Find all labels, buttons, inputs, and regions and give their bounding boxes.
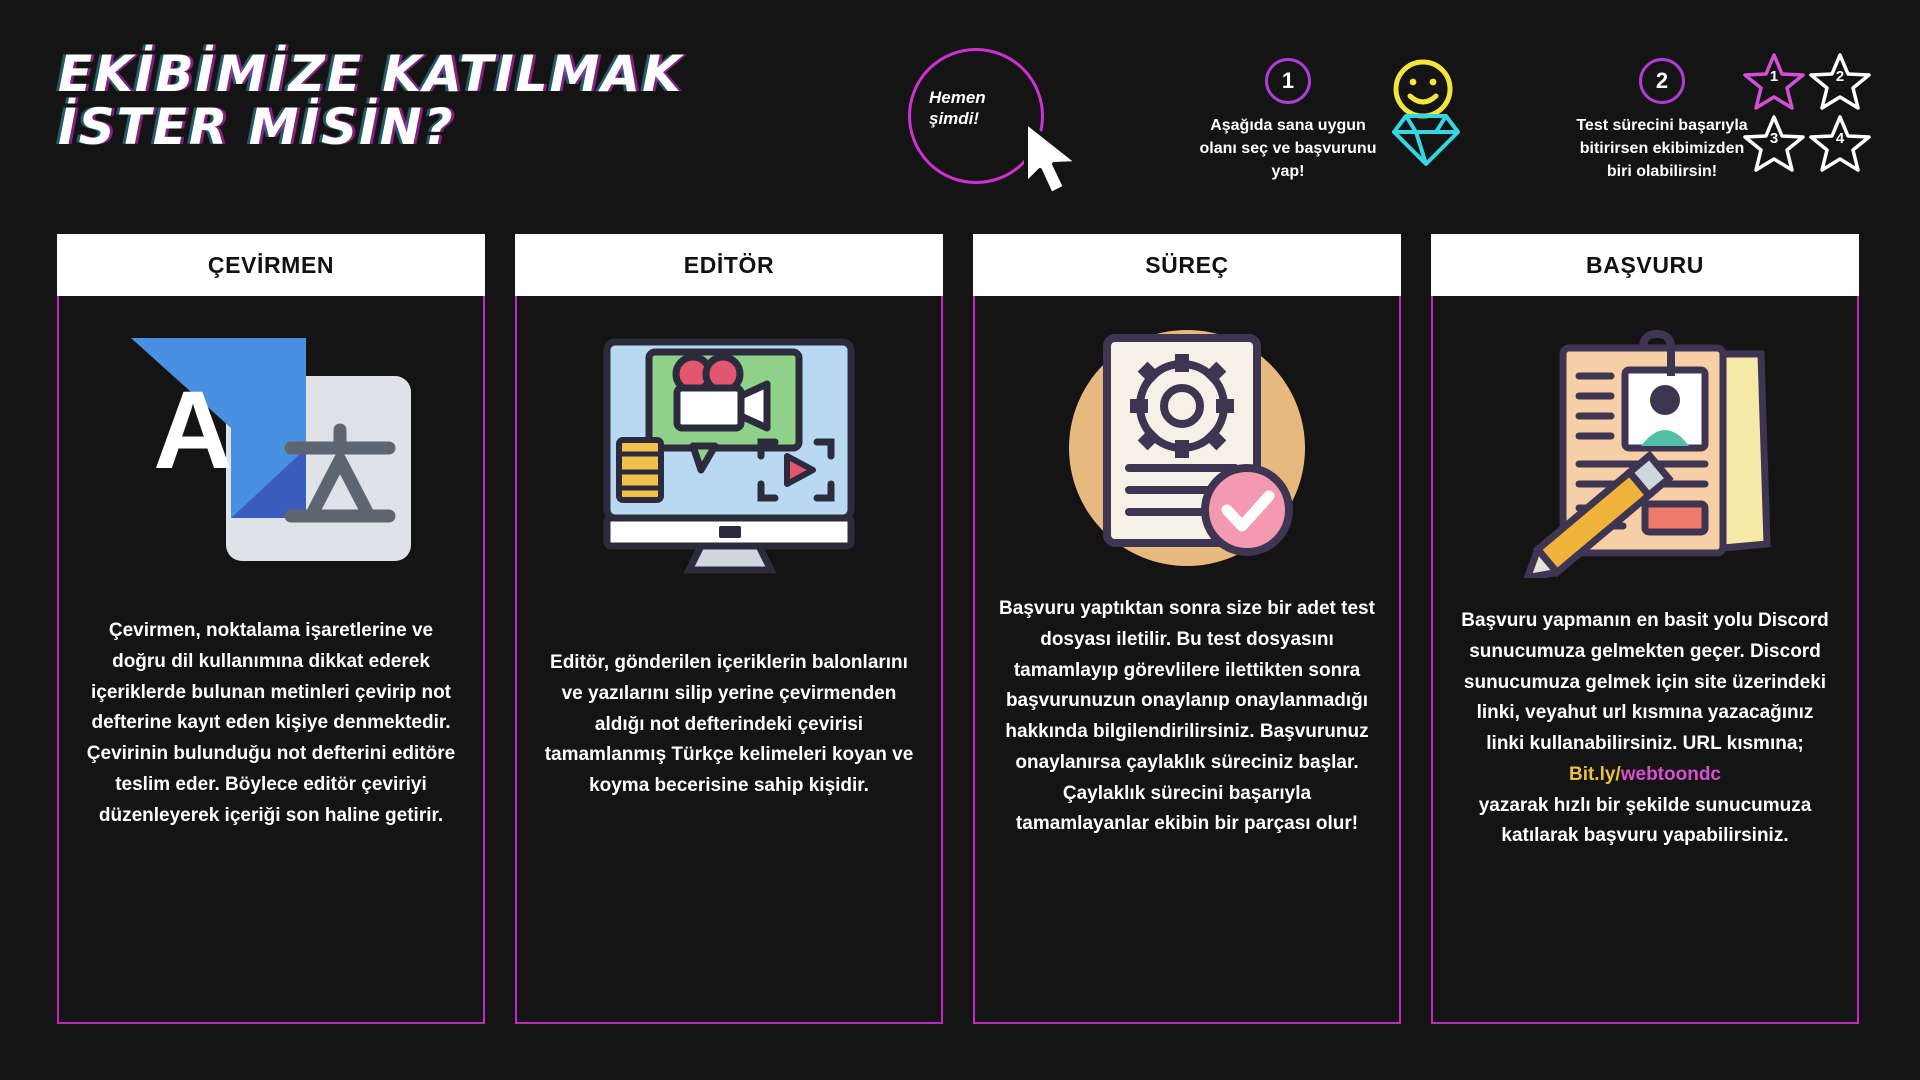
title-line-2: İSTER MİSİN?	[58, 98, 455, 156]
card-cevirmen-art	[59, 298, 483, 608]
star-2	[1808, 52, 1872, 110]
card-surec-title: SÜREÇ	[1145, 251, 1229, 278]
card-surec-body: Başvuru yaptıktan sonra size bir adet test dosyası iletilir. Bu test dosyasını tamamlayıp görevlilere ilettikten sonra başvurunuzun onaylanıp onaylanmadığı hakkında bilgilendirilirsiniz. Başvurunuz onaylanırsa çaylaklık süreciniz başlar. Çaylaklık sürecini başarıyla tamamlayanlar ekibin bir parçası olur!	[999, 598, 1375, 835]
card-surec[interactable]	[973, 234, 1401, 1024]
video-editing-monitor-icon	[589, 328, 869, 578]
card-basvuru-body	[1455, 606, 1835, 852]
star-1	[1742, 52, 1806, 110]
stamp-label	[929, 87, 1029, 130]
document-gear-check-icon	[1057, 328, 1317, 578]
step-2-badge: 2	[1639, 58, 1685, 104]
bitly-link-prefix[interactable]: Bit.ly/	[1568, 763, 1621, 785]
step-2-text: Test sürecini başarıyla bitirirsen ekibimizden biri olabilirsin!	[1576, 117, 1748, 181]
card-cevirmen-body: Çevirmen, noktalama işaretlerine ve doğru dil kullanımına dikkat ederek içeriklerde bulunan metinleri çevirip not defterine kayıt eden kişiye denmektedir. Çevirinin bulunduğu not defterini editöre teslim eder. Böylece editör çeviriyi düzenleyerek içeriği son haline getirir.	[86, 620, 456, 826]
card-row	[0, 228, 1920, 1080]
title-line-1: EKİBİMİZE KATILMAK	[58, 45, 683, 103]
card-surec-art	[975, 298, 1399, 608]
card-cevirmen[interactable]	[57, 234, 485, 1024]
card-cevirmen-header	[57, 234, 485, 296]
card-editor-art	[517, 298, 941, 608]
card-editor-title: EDİTÖR	[683, 251, 775, 278]
svg-text:A: A	[153, 369, 233, 492]
step-1-badge: 1	[1265, 58, 1311, 104]
cursor-arrow-icon	[1020, 118, 1090, 198]
star-4	[1808, 114, 1872, 172]
star-1-number: 1	[1769, 68, 1779, 85]
card-basvuru-art	[1433, 298, 1857, 608]
star-4-number: 4	[1835, 130, 1845, 147]
bitly-link-slug[interactable]: webtoondc	[1620, 763, 1721, 785]
step-1-text: Aşağıda sana uygun olanı seç ve başvurunu yap!	[1199, 117, 1377, 181]
diamond-icon	[1390, 110, 1462, 168]
card-basvuru[interactable]	[1431, 234, 1859, 1024]
stamp-line-2: şimdi!	[929, 109, 980, 129]
step-2	[1567, 58, 1757, 184]
page-title	[58, 45, 878, 156]
card-basvuru-header	[1431, 234, 1859, 296]
card-editor[interactable]	[515, 234, 943, 1024]
card-cevirmen-title: ÇEVİRMEN	[207, 251, 335, 278]
star-3-number: 3	[1769, 130, 1779, 147]
step-1	[1193, 58, 1383, 184]
resume-pencil-icon	[1505, 328, 1785, 578]
card-surec-header	[973, 234, 1401, 296]
card-basvuru-body-part-1: Başvuru yapmanın en basit yolu Discord sunucumuza gelmekten geçer. Discord sunucumuza gelmek için site üzerindeki linki, veyahut url kısmına yazacağınız linki kullanabilirsiniz. URL kısmına;	[1461, 610, 1829, 755]
translate-icon	[121, 318, 421, 588]
card-editor-body: Editör, gönderilen içeriklerin balonlarını ve yazılarını silip yerine çevirmenden aldığı not defterindeki çevirisi tamamlanmış Türkçe kelimeleri koyan ve koyma becerisine sahip kişidir.	[544, 652, 914, 797]
card-editor-header	[515, 234, 943, 296]
stamp-line-1: Hemen	[929, 88, 986, 107]
star-2-number: 2	[1835, 68, 1845, 85]
card-basvuru-title: BAŞVURU	[1586, 251, 1704, 278]
star-rating-grid	[1742, 52, 1884, 174]
star-3	[1742, 114, 1806, 172]
poster-header	[0, 0, 1920, 228]
card-basvuru-body-part-2: yazarak hızlı bir şekilde sunucumuza katılarak başvuru yapabilirsiniz.	[1478, 794, 1812, 847]
